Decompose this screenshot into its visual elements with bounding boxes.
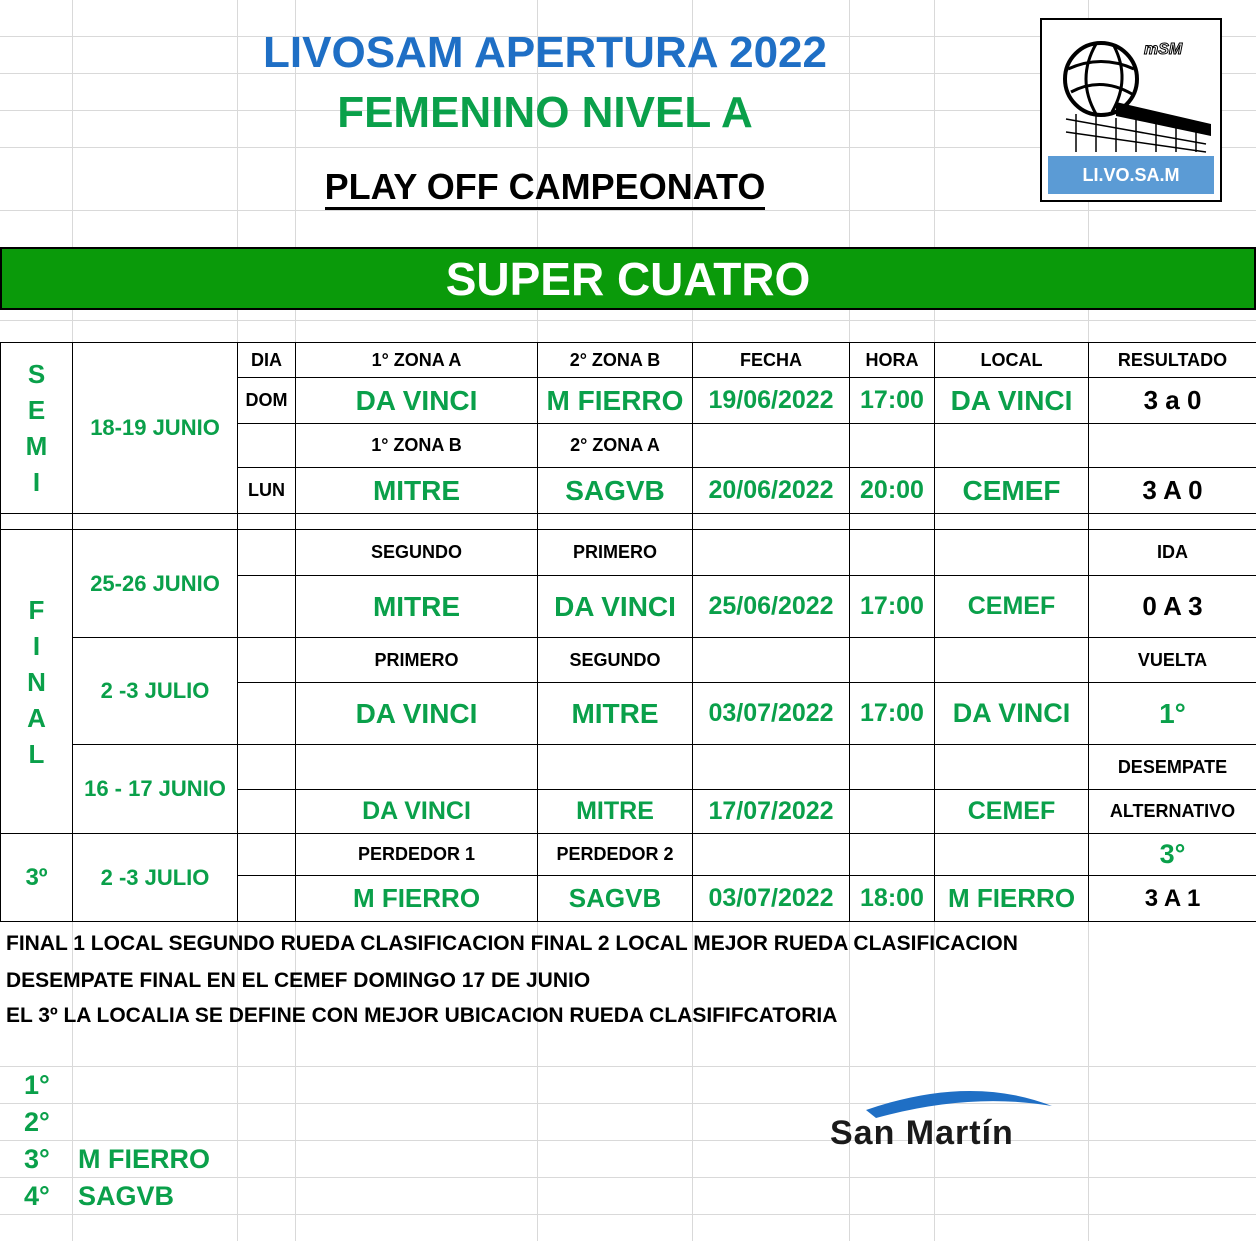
final-ida-team2-label: PRIMERO (538, 530, 693, 576)
semi1-day: DOM (238, 378, 296, 424)
san-martin-text: San Martín (830, 1114, 1014, 1152)
note-3: EL 3º LA LOCALIA SE DEFINE CON MEJOR UBICACION RUEDA CLASIFIFCATORIA (6, 1004, 838, 1027)
final-ida-date: 25/06/2022 (693, 576, 850, 638)
semi2-team1: MITRE (296, 468, 538, 514)
page-title: LIVOSAM APERTURA 2022 (263, 28, 827, 77)
final-desempate-team2: MITRE (538, 790, 693, 834)
semi1-team1: DA VINCI (296, 378, 538, 424)
final-ida-result-label: IDA (1089, 530, 1256, 576)
final-vuelta-dates: 2 -3 JULIO (73, 638, 238, 745)
super-cuatro-banner: SUPER CUATRO (0, 247, 1256, 310)
third-local: M FIERRO (935, 876, 1089, 922)
semi2-time: 20:00 (850, 468, 935, 514)
final-label: F I N A L (1, 530, 73, 834)
col-local: LOCAL (935, 343, 1089, 378)
semi1-team2-label: 2° ZONA B (538, 343, 693, 378)
final-vuelta-team1: DA VINCI (296, 683, 538, 745)
col-resultado: RESULTADO (1089, 343, 1256, 378)
final-vuelta-team1-label: PRIMERO (296, 638, 538, 683)
semi2-local: CEMEF (935, 468, 1089, 514)
final-desempate-team1: DA VINCI (296, 790, 538, 834)
semi2-team2-label: 2° ZONA A (538, 424, 693, 468)
standing-pos-1: 1° (24, 1070, 50, 1100)
final-vuelta-team2-label: SEGUNDO (538, 638, 693, 683)
semi2-team1-label: 1° ZONA B (296, 424, 538, 468)
final-ida-team1-label: SEGUNDO (296, 530, 538, 576)
standing-pos-4: 4° (24, 1181, 50, 1211)
semi-dates: 18-19 JUNIO (73, 343, 238, 514)
final-desempate-label2: ALTERNATIVO (1089, 790, 1256, 834)
semi2-team2: SAGVB (538, 468, 693, 514)
third-result-label: 3° (1089, 834, 1256, 876)
semi-label: S E M I (1, 343, 73, 514)
third-team2: SAGVB (538, 876, 693, 922)
final-ida-dates: 25-26 JUNIO (73, 530, 238, 638)
final-ida-local: CEMEF (935, 576, 1089, 638)
third-team1-label: PERDEDOR 1 (296, 834, 538, 876)
third-label: 3º (1, 834, 73, 922)
semi2-result: 3 A 0 (1089, 468, 1256, 514)
final-ida-team2: DA VINCI (538, 576, 693, 638)
note-1: FINAL 1 LOCAL SEGUNDO RUEDA CLASIFICACION FINAL 2 LOCAL MEJOR RUEDA CLASIFICACION (6, 932, 1018, 955)
semi1-time: 17:00 (850, 378, 935, 424)
final-desempate-label1: DESEMPATE (1089, 745, 1256, 790)
final-desempate-local: CEMEF (935, 790, 1089, 834)
playoff-table (0, 342, 1256, 922)
semi2-date: 20/06/2022 (693, 468, 850, 514)
final-vuelta-result: 1° (1089, 683, 1256, 745)
third-time: 18:00 (850, 876, 935, 922)
semi1-team2: M FIERRO (538, 378, 693, 424)
standing-pos-2: 2° (24, 1107, 50, 1137)
third-result: 3 A 1 (1089, 876, 1256, 922)
san-martin-logo (830, 1080, 1100, 1160)
final-ida-time: 17:00 (850, 576, 935, 638)
col-fecha: FECHA (693, 343, 850, 378)
third-dates: 2 -3 JULIO (73, 834, 238, 922)
final-desempate-dates: 16 - 17 JUNIO (73, 745, 238, 834)
third-team1: M FIERRO (296, 876, 538, 922)
final-desempate-date: 17/07/2022 (693, 790, 850, 834)
logo-label: LI.VO.SA.M (1048, 156, 1214, 194)
standing-team-3: M FIERRO (78, 1144, 210, 1174)
final-vuelta-result-label: VUELTA (1089, 638, 1256, 683)
semi1-local: DA VINCI (935, 378, 1089, 424)
standing-team-4: SAGVB (78, 1181, 175, 1211)
section-title: PLAY OFF CAMPEONATO (0, 166, 1090, 208)
final-vuelta-date: 03/07/2022 (693, 683, 850, 745)
volleyball-icon (1046, 24, 1216, 154)
third-team2-label: PERDEDOR 2 (538, 834, 693, 876)
semi2-day: LUN (238, 468, 296, 514)
svg-text:mSM: mSM (1144, 41, 1183, 58)
final-vuelta-team2: MITRE (538, 683, 693, 745)
col-hora: HORA (850, 343, 935, 378)
final-vuelta-time: 17:00 (850, 683, 935, 745)
final-ida-result: 0 A 3 (1089, 576, 1256, 638)
final-vuelta-local: DA VINCI (935, 683, 1089, 745)
third-date: 03/07/2022 (693, 876, 850, 922)
semi1-result: 3 a 0 (1089, 378, 1256, 424)
note-2: DESEMPATE FINAL EN EL CEMEF DOMINGO 17 DE JUNIO (6, 969, 591, 992)
page-subtitle: FEMENINO NIVEL A (337, 88, 753, 137)
livosam-logo (1040, 18, 1222, 202)
final-ida-team1: MITRE (296, 576, 538, 638)
semi1-team1-label: 1° ZONA A (296, 343, 538, 378)
semi1-date: 19/06/2022 (693, 378, 850, 424)
standing-pos-3: 3° (24, 1144, 50, 1174)
col-dia: DIA (238, 343, 296, 378)
